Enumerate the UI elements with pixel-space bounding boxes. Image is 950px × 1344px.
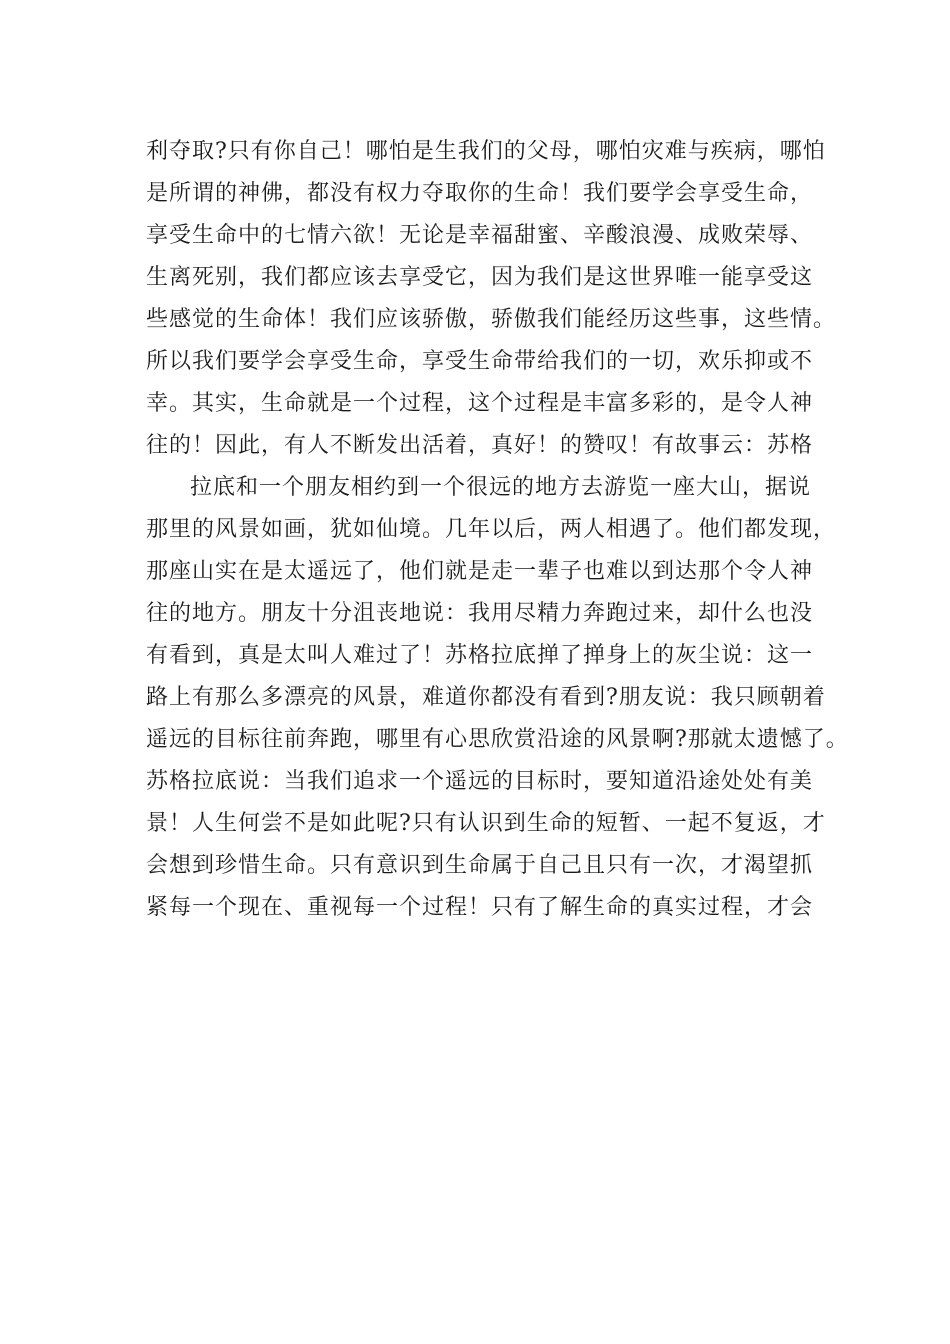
text-line: 利夺取?只有你自己！哪怕是生我们的父母，哪怕灾难与疾病，哪怕 — [146, 139, 826, 164]
text-line: 生离死别，我们都应该去享受它，因为我们是这世界唯一能享受这 — [146, 265, 814, 290]
text-line: 些感觉的生命体！我们应该骄傲，骄傲我们能经历这些事，这些情。 — [146, 307, 837, 332]
text-line: 有看到，真是太叫人难过了！苏格拉底掸了掸身上的灰尘说：这一 — [146, 643, 814, 668]
paragraph-start-line: 拉底和一个朋友相约到一个很远的地方去游览一座大山，据说 — [190, 475, 812, 500]
text-line: 景！人生何尝不是如此呢?只有认识到生命的短暂、一起不复返，才 — [146, 811, 826, 836]
text-line: 幸。其实，生命就是一个过程，这个过程是丰富多彩的，是令人神 — [146, 391, 814, 416]
text-line: 那里的风景如画，犹如仙境。几年以后，两人相遇了。他们都发现， — [146, 517, 837, 542]
text-line: 那座山实在是太遥远了，他们就是走一辈子也难以到达那个令人神 — [146, 559, 814, 584]
text-line: 享受生命中的七情六欲！无论是幸福甜蜜、辛酸浪漫、成败荣辱、 — [146, 223, 814, 248]
text-line: 往的！因此，有人不断发出活着，真好！的赞叹！有故事云：苏格 — [146, 433, 814, 458]
text-line: 紧每一个现在、重视每一个过程！只有了解生命的真实过程，才会 — [146, 895, 814, 920]
body-text — [146, 131, 849, 929]
text-line: 往的地方。朋友十分沮丧地说：我用尽精力奔跑过来，却什么也没 — [146, 601, 814, 626]
text-line: 遥远的目标往前奔跑，哪里有心思欣赏沿途的风景啊?那就太遗憾了。 — [146, 727, 849, 752]
text-line: 是所谓的神佛，都没有权力夺取你的生命！我们要学会享受生命， — [146, 181, 814, 206]
text-line: 会想到珍惜生命。只有意识到生命属于自己且只有一次，才渴望抓 — [146, 853, 814, 878]
text-line: 苏格拉底说：当我们追求一个遥远的目标时，要知道沿途处处有美 — [146, 769, 814, 794]
text-line: 所以我们要学会享受生命，享受生命带给我们的一切，欢乐抑或不 — [146, 349, 814, 374]
text-line: 路上有那么多漂亮的风景，难道你都没有看到?朋友说：我只顾朝着 — [146, 685, 826, 710]
